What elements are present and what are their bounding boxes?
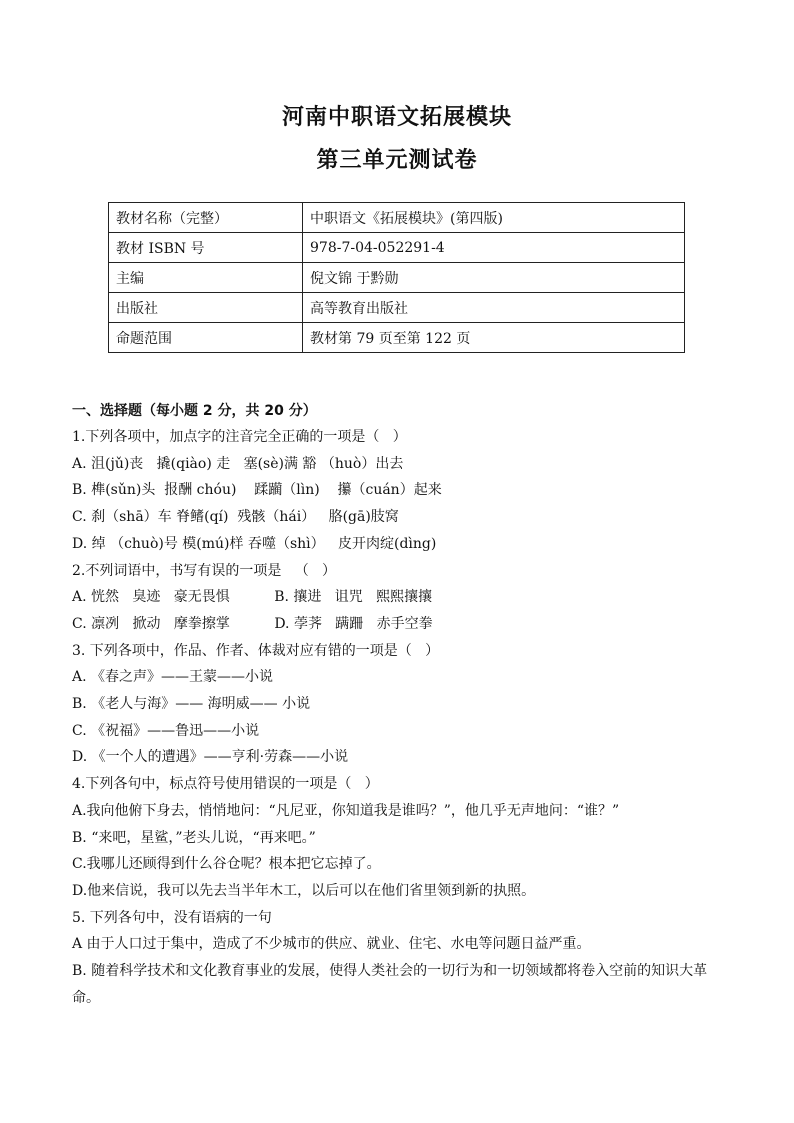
table-key: 教材 ISBN 号 xyxy=(109,233,303,263)
option-line: B. “来吧，星鲨，”老头儿说，“再来吧。” xyxy=(72,829,316,846)
table-value: 978-7-04-052291-4 xyxy=(303,233,685,263)
table-key: 出版社 xyxy=(109,293,303,323)
option-line: D. 《一个人的遭遇》——亨利·劳森——小说 xyxy=(72,749,349,766)
table-value: 高等教育出版社 xyxy=(303,293,685,323)
document-subtitle: 第三单元测试卷 xyxy=(316,148,478,173)
section-heading: 一、选择题（每小题 2 分，共 20 分） xyxy=(72,403,317,419)
option-line: B. 《老人与海》—— 海明威—— 小说 xyxy=(72,696,311,713)
table-row xyxy=(109,203,685,233)
option-line: C. 《祝福》——鲁迅——小说 xyxy=(72,722,260,739)
question-line: 3. 下列各项中，作品、作者、体裁对应有错的一项是（ ） xyxy=(72,642,440,659)
option-line: D. 绰 （chuò)号 模(mú)样 吞噬（shì） 皮开肉绽(dìng) xyxy=(72,535,437,552)
table-value: 倪文锦 于黔勋 xyxy=(303,263,685,293)
option-line: B. 榫(sǔn)头 报酬 chóu) 蹂躏（lìn) 攥（cuán）起来 xyxy=(72,482,442,499)
question-line: 4.下列各句中，标点符号使用错误的一项是（ ） xyxy=(72,776,379,793)
option-line: A. 沮(jǔ)丧 撬(qiào) 走 塞(sè)满 豁 （huò）出去 xyxy=(72,455,404,472)
table-row xyxy=(109,263,685,293)
option-line: A. 恍然 臭迹 豪无畏惧 B. 攘进 诅咒 熙熙攘攘 xyxy=(72,589,433,606)
option-line: B. 随着科学技术和文化教育事业的发展，使得人类社会的一切行为和一切领域都将卷入空前的知识大革命。 xyxy=(72,963,708,1006)
document-title: 河南中职语文拓展模块 xyxy=(281,105,512,130)
option-line: C. 刹（shā）车 脊鳍(qí) 残骸（hái） 胳(gā)肢窝 xyxy=(72,509,399,526)
option-line: A.我向他俯下身去，悄悄地问：“凡尼亚，你知道我是谁吗？”，他几乎无声地问：“谁？” xyxy=(72,802,620,819)
table-row xyxy=(109,233,685,263)
option-line: C.我哪儿还顾得到什么谷仓呢？根本把它忘掉了。 xyxy=(72,856,381,873)
table-key: 教材名称（完整） xyxy=(109,203,303,233)
option-line: A 由于人口过于集中，造成了不少城市的供应、就业、住宅、水电等问题日益严重。 xyxy=(72,936,591,953)
table-key: 主编 xyxy=(109,263,303,293)
question-line: 1.下列各项中，加点字的注音完全正确的一项是（ ） xyxy=(72,429,407,445)
table-key: 命题范围 xyxy=(109,323,303,353)
table-value: 教材第 79 页至第 122 页 xyxy=(303,323,685,353)
question-line: 5. 下列各句中，没有语病的一句 xyxy=(72,909,272,926)
question-block xyxy=(72,424,732,1011)
table-row xyxy=(109,323,685,353)
table-row xyxy=(109,293,685,323)
option-line: D.他来信说，我可以先去当半年木工，以后可以在他们省里领到新的执照。 xyxy=(72,882,536,899)
table-value: 中职语文《拓展模块》(第四版) xyxy=(303,203,685,233)
option-line: A. 《春之声》——王蒙——小说 xyxy=(72,669,274,686)
textbook-info-table xyxy=(108,202,685,353)
question-line: 2.不列词语中，书写有误的一项是 （ ） xyxy=(72,562,337,579)
option-line: C. 凛冽 掀动 摩拳擦掌 D. 荸荠 蹒跚 赤手空拳 xyxy=(72,615,433,632)
